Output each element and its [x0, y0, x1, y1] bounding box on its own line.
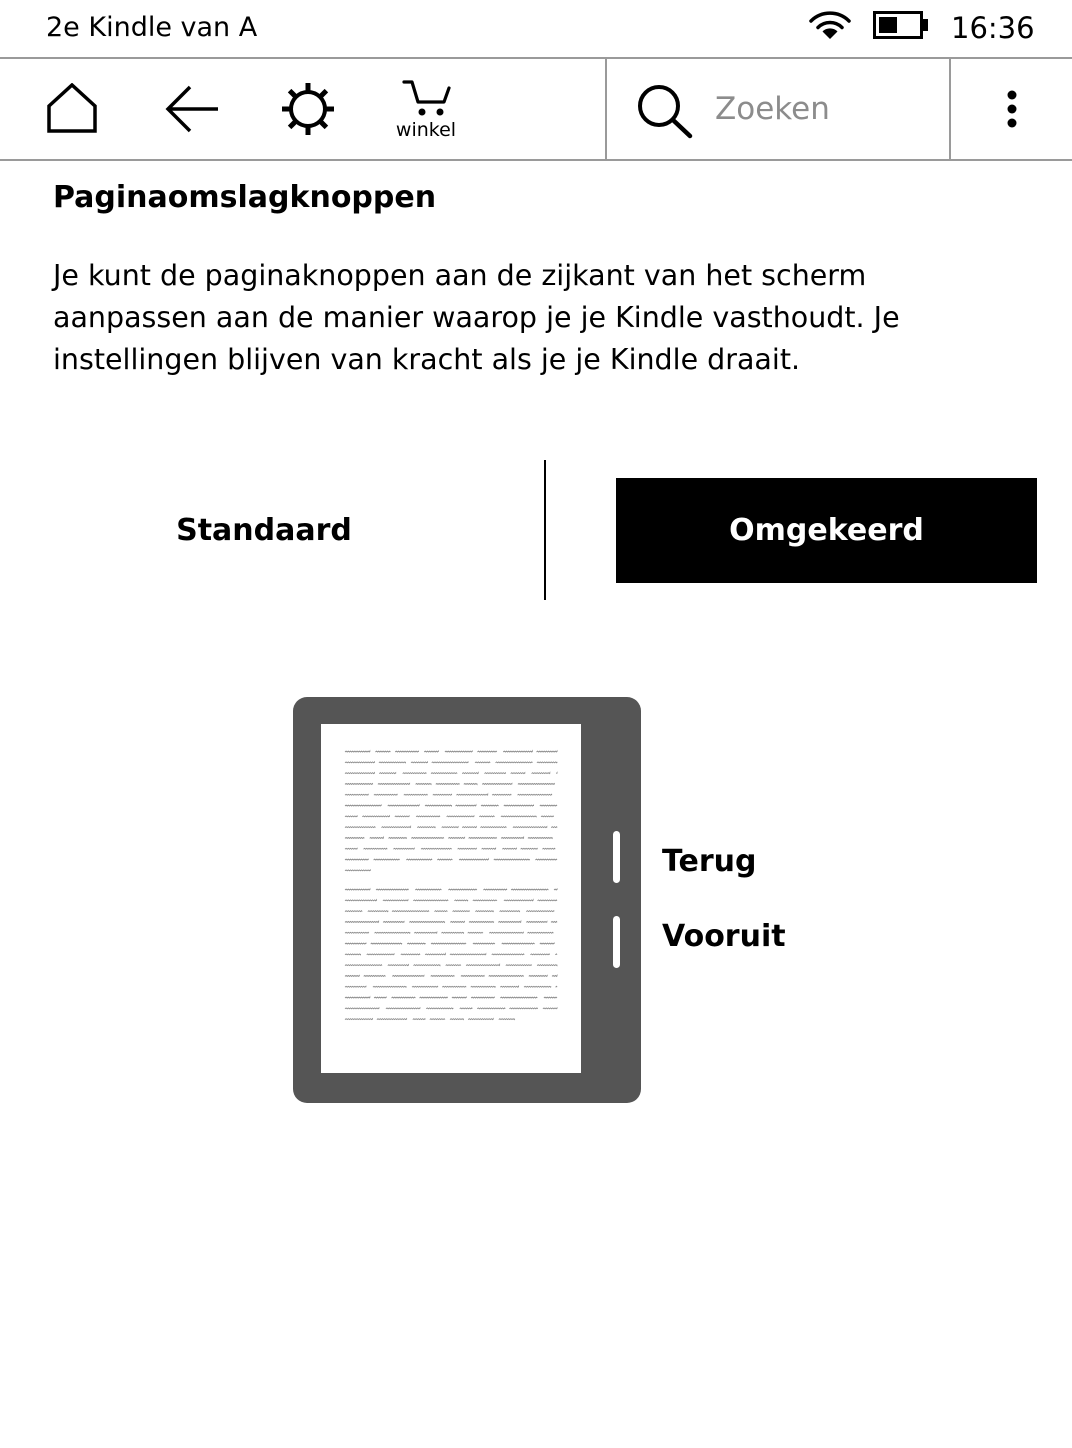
search-bar[interactable] [607, 59, 949, 159]
home-button[interactable] [30, 59, 114, 159]
device-name: 2e Kindle van A [46, 12, 258, 43]
clock: 16:36 [951, 11, 1035, 45]
toolbar [0, 57, 1072, 161]
page-button-upper [613, 831, 620, 883]
search-input[interactable] [715, 89, 935, 129]
illustration-text-line [345, 870, 370, 871]
button-label-back: Terug [662, 844, 757, 879]
status-bar [0, 0, 1072, 57]
device-screen [321, 724, 581, 1073]
wifi-icon [808, 10, 852, 40]
page-button-lower [613, 916, 620, 968]
store-button[interactable] [384, 59, 468, 159]
button-label-forward: Vooruit [662, 919, 786, 954]
page-title: Paginaomslagknoppen [53, 180, 437, 215]
menu-button[interactable] [951, 59, 1072, 159]
battery-icon [873, 11, 929, 39]
gear-icon [280, 81, 336, 137]
kindle-device-illustration [293, 697, 641, 1103]
option-reversed-button[interactable]: Omgekeerd [616, 478, 1037, 583]
option-standard-button[interactable]: Standaard [176, 513, 352, 548]
settings-button[interactable] [266, 59, 350, 159]
page-description: Je kunt de paginaknoppen aan de zijkant van het scherm aanpassen aan de manier waarop je je Kindle vasthoudt. Je instellingen blijven van kracht als je je Kindle draait. [53, 259, 900, 376]
cart-icon [400, 78, 452, 118]
home-icon [46, 83, 98, 135]
store-label: winkel [395, 119, 457, 141]
back-button[interactable] [150, 59, 234, 159]
back-arrow-icon [164, 84, 220, 134]
search-icon [635, 83, 693, 139]
option-divider [544, 460, 546, 600]
illustration-text-line [345, 816, 554, 817]
more-vertical-icon [1005, 90, 1019, 128]
